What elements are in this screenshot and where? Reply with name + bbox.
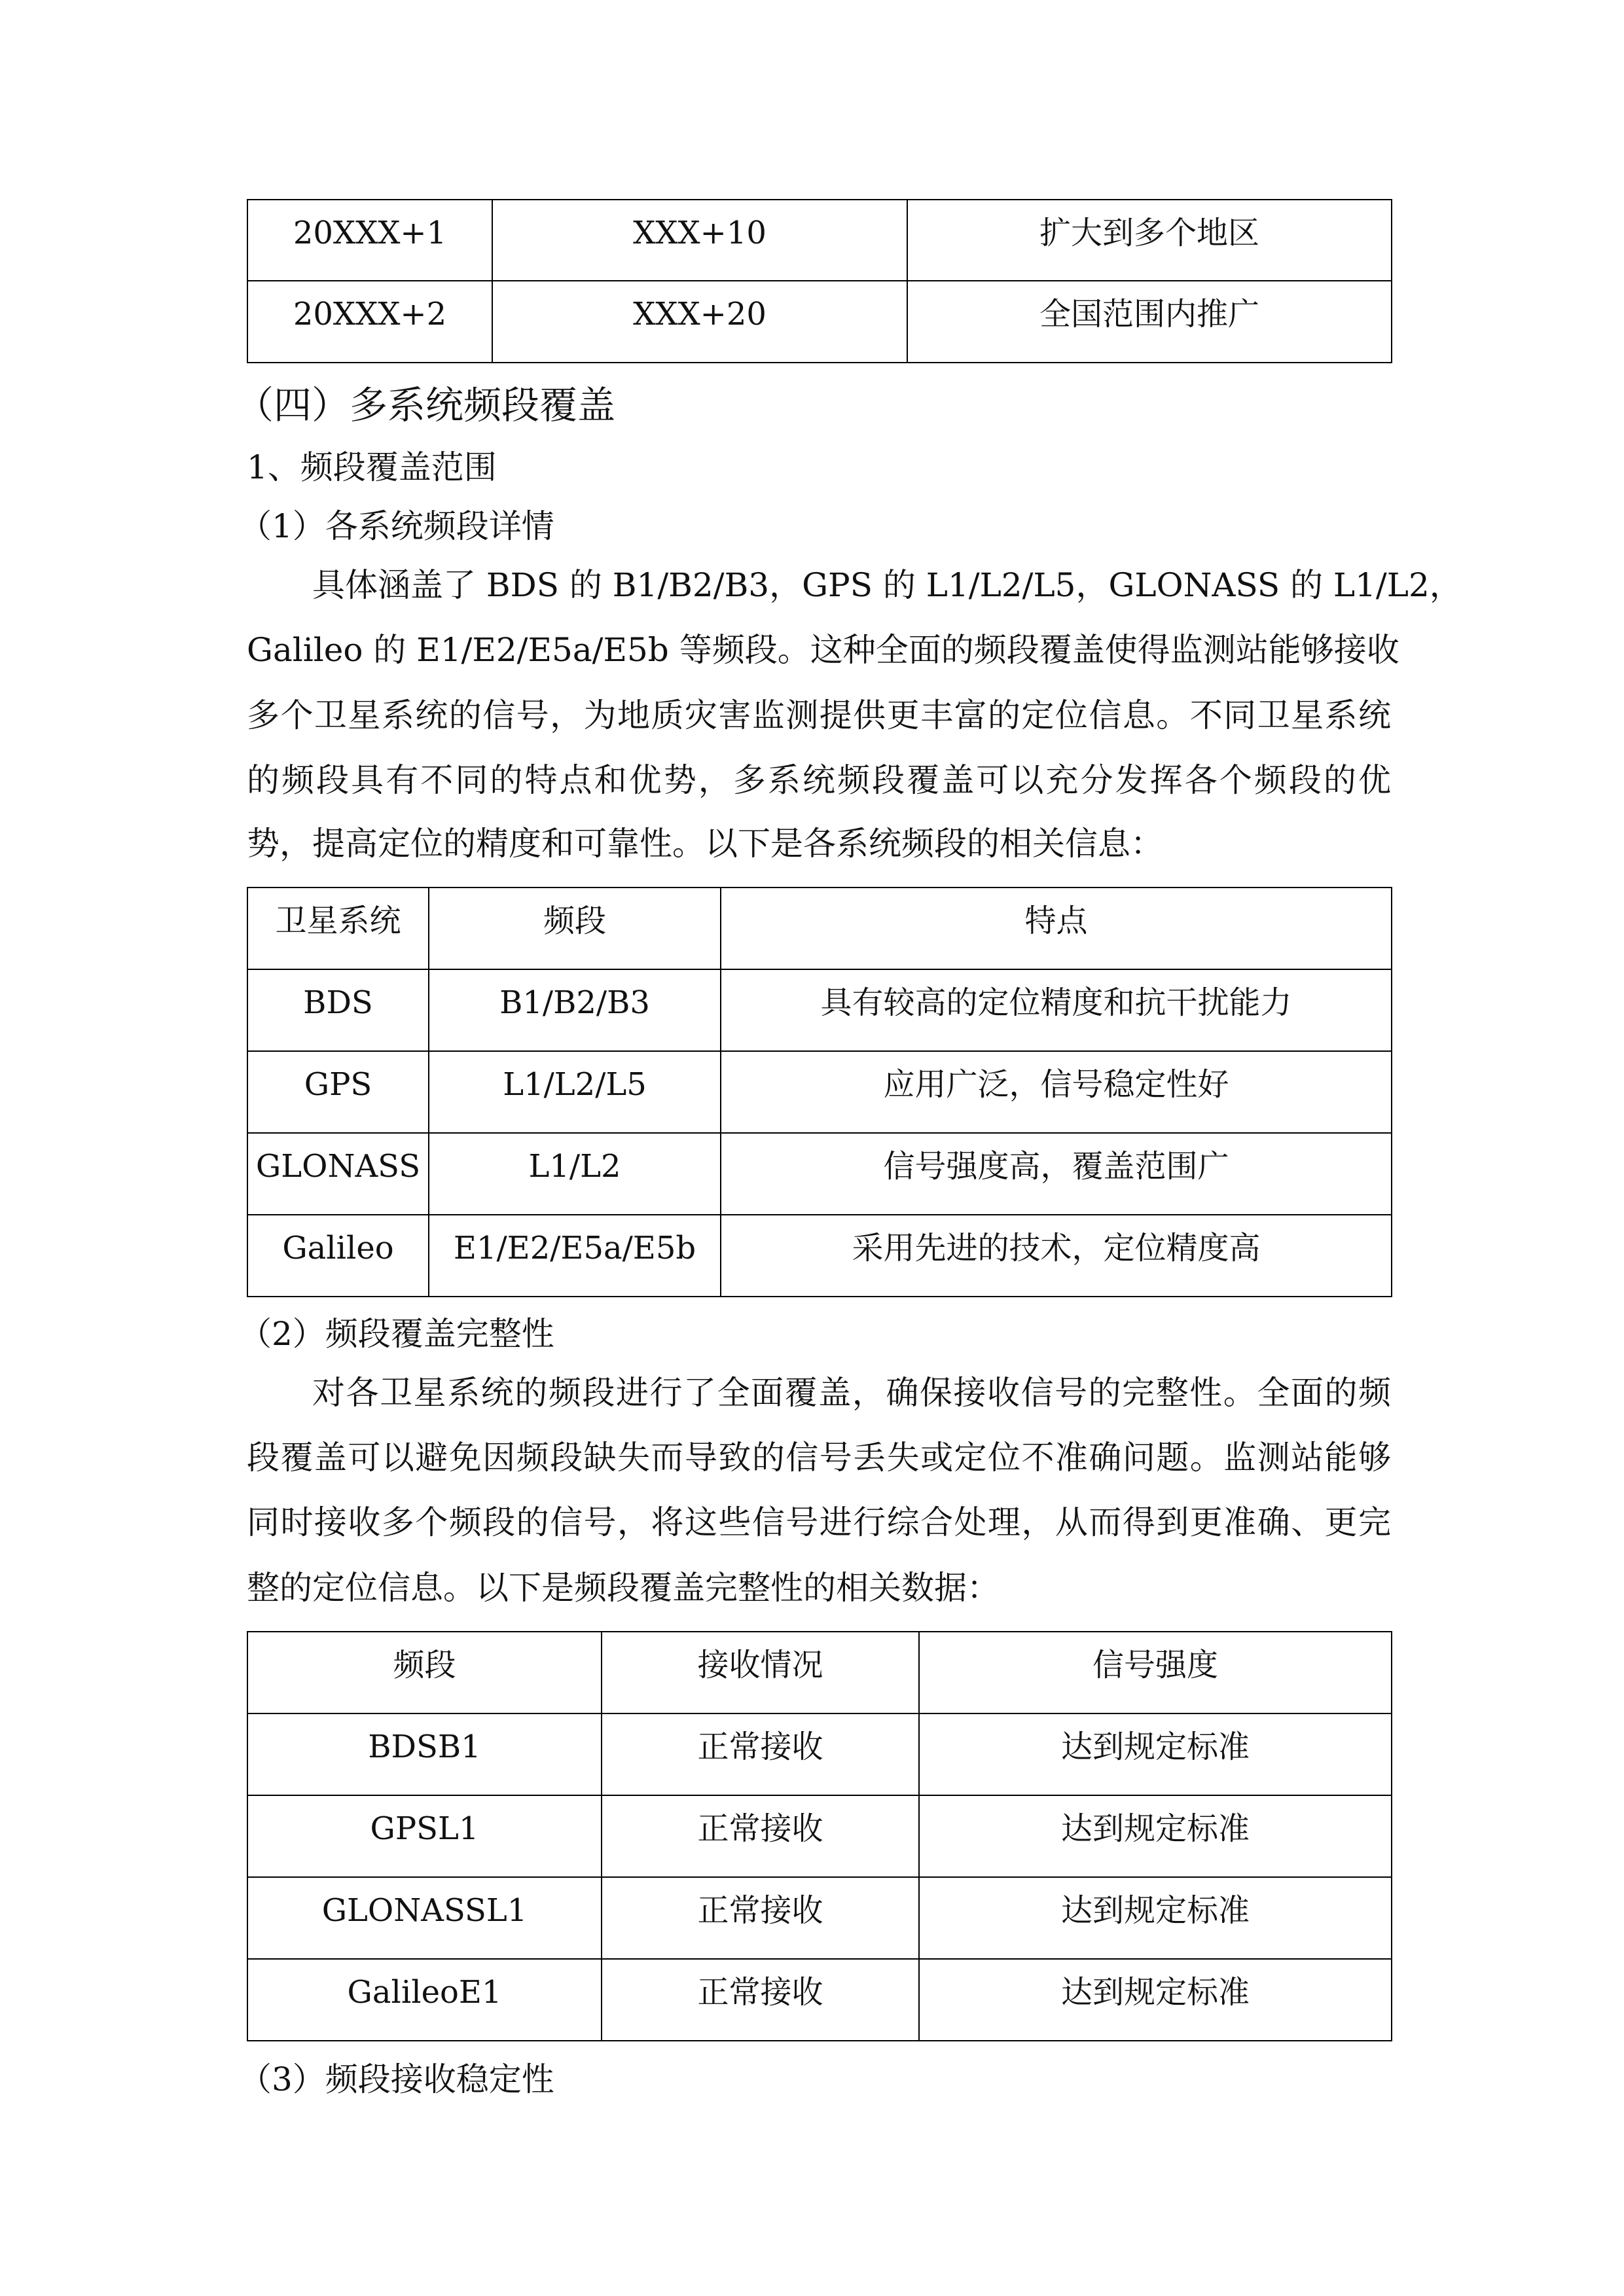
table-cell: BDSB1 (247, 1713, 602, 1795)
table-header-row (247, 888, 1392, 969)
table-cell: GLONASSL1 (247, 1877, 602, 1959)
column-header: 频段 (247, 1632, 602, 1713)
table-cell: B1/B2/B3 (429, 969, 721, 1051)
subheading: （3）频段接收稳定性 (239, 2060, 554, 2098)
table-cell: GalileoE1 (247, 1959, 602, 2041)
table-cell: 20XXX+2 (247, 281, 492, 363)
table-cell: 达到规定标准 (919, 1877, 1392, 1959)
table-row (247, 200, 1392, 281)
column-header: 信号强度 (919, 1632, 1392, 1713)
paragraph-line: 势，提高定位的精度和可靠性。以下是各系统频段的相关信息： (247, 825, 1163, 863)
table-cell: 正常接收 (602, 1713, 919, 1795)
table-cell: GPS (247, 1051, 429, 1133)
rollout-table (247, 199, 1392, 363)
column-header: 接收情况 (602, 1632, 919, 1713)
table-cell: 采用先进的技术，定位精度高 (721, 1215, 1392, 1297)
table-row (247, 1051, 1392, 1133)
table-cell: 具有较高的定位精度和抗干扰能力 (721, 969, 1392, 1051)
paragraph-line: 段覆盖可以避免因频段缺失而导致的信号丢失或定位不准确问题。监测站能够 (247, 1439, 1391, 1477)
table-cell: 20XXX+1 (247, 200, 492, 281)
paragraph-line: 整的定位信息。以下是频段覆盖完整性的相关数据： (247, 1569, 1000, 1607)
table-cell: 达到规定标准 (919, 1959, 1392, 2041)
table-header-row (247, 1632, 1392, 1713)
table-cell: 扩大到多个地区 (907, 200, 1392, 281)
paragraph-line: 具体涵盖了 BDS 的 B1/B2/B3，GPS 的 L1/L2/L5，GLONASS 的 L1/L2， (312, 566, 1462, 604)
column-header: 特点 (721, 888, 1392, 969)
table-cell: XXX+10 (492, 200, 907, 281)
table-cell: Galileo (247, 1215, 429, 1297)
table-cell: L1/L2/L5 (429, 1051, 721, 1133)
table-row (247, 969, 1392, 1051)
table-row (247, 1215, 1392, 1297)
table-cell: 应用广泛，信号稳定性好 (721, 1051, 1392, 1133)
table-cell: GPSL1 (247, 1795, 602, 1877)
table-row (247, 1959, 1392, 2041)
table-cell: 正常接收 (602, 1959, 919, 2041)
table-cell: GLONASS (247, 1133, 429, 1215)
coverage-completeness-table (247, 1631, 1392, 2041)
section-heading: （四）多系统频段覆盖 (236, 383, 616, 427)
subheading: （2）频段覆盖完整性 (239, 1315, 554, 1353)
subheading: 1、频段覆盖范围 (247, 448, 497, 486)
column-header: 频段 (429, 888, 721, 969)
table-cell: 达到规定标准 (919, 1795, 1392, 1877)
subheading: （1）各系统频段详情 (239, 507, 554, 545)
paragraph-line: 对各卫星系统的频段进行了全面覆盖，确保接收信号的完整性。全面的频 (312, 1374, 1391, 1412)
paragraph-line: 同时接收多个频段的信号，将这些信号进行综合处理，从而得到更准确、更完 (247, 1503, 1391, 1541)
frequency-bands-table (247, 887, 1392, 1297)
column-header: 卫星系统 (247, 888, 429, 969)
table-cell: L1/L2 (429, 1133, 721, 1215)
table-cell: 信号强度高，覆盖范围广 (721, 1133, 1392, 1215)
table-cell: 正常接收 (602, 1795, 919, 1877)
paragraph-line: 的频段具有不同的特点和优势，多系统频段覆盖可以充分发挥各个频段的优 (247, 761, 1391, 799)
paragraph-line: 多个卫星系统的信号，为地质灾害监测提供更丰富的定位信息。不同卫星系统 (247, 696, 1391, 734)
table-cell: 达到规定标准 (919, 1713, 1392, 1795)
table-row (247, 1795, 1392, 1877)
paragraph-line: Galileo 的 E1/E2/E5a/E5b 等频段。这种全面的频段覆盖使得监测站能够接收 (247, 631, 1399, 669)
table-row (247, 1133, 1392, 1215)
table-row (247, 1713, 1392, 1795)
table-cell: 正常接收 (602, 1877, 919, 1959)
table-cell: E1/E2/E5a/E5b (429, 1215, 721, 1297)
table-cell: 全国范围内推广 (907, 281, 1392, 363)
table-row (247, 281, 1392, 363)
table-row (247, 1877, 1392, 1959)
table-cell: XXX+20 (492, 281, 907, 363)
table-cell: BDS (247, 969, 429, 1051)
